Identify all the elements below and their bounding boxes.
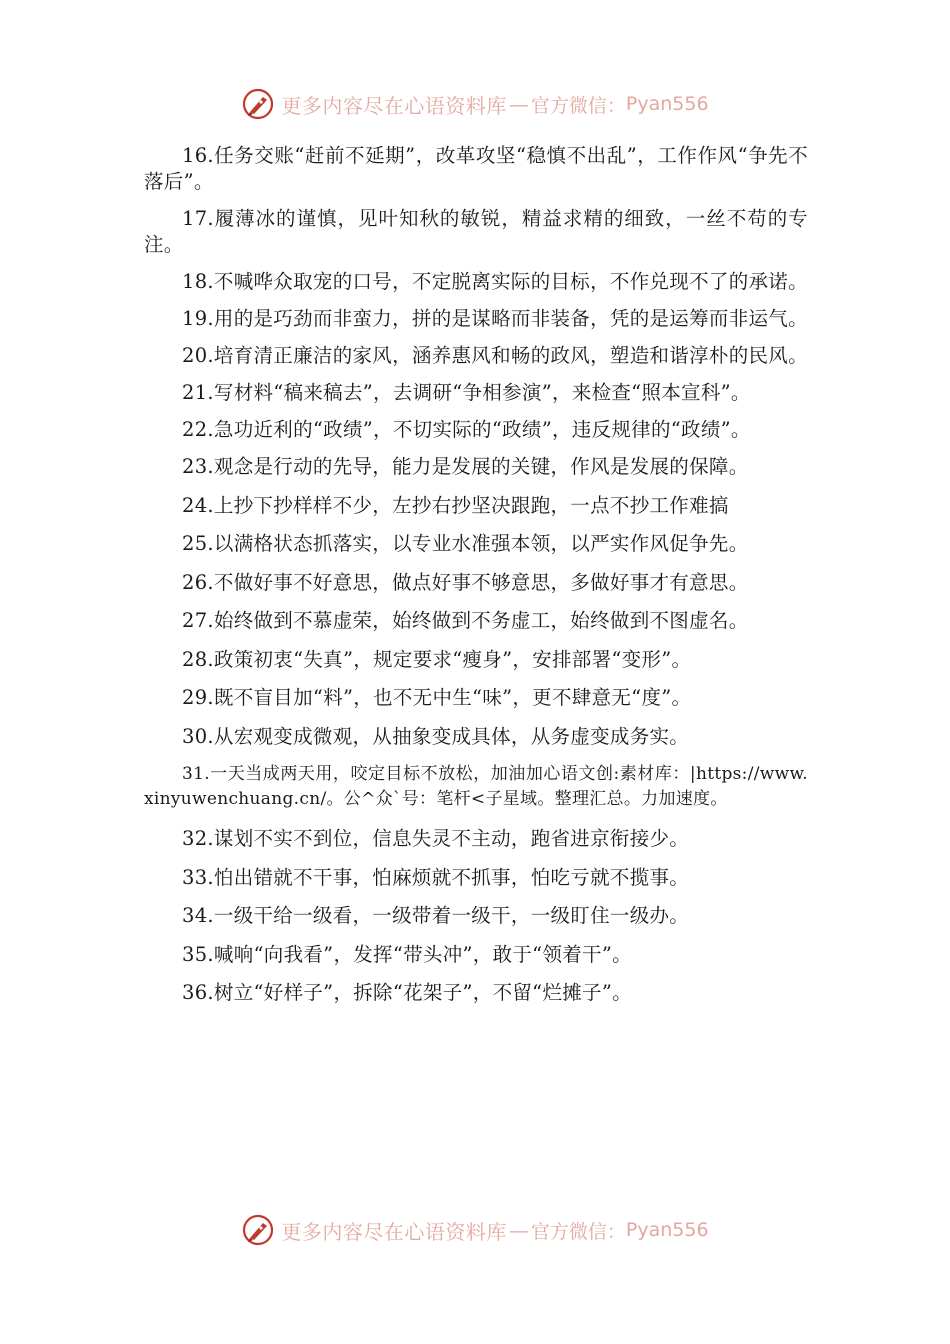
banner-separator: — <box>508 92 529 116</box>
banner-separator: — <box>508 1218 529 1242</box>
list-item: 35.喊响“向我看”，发挥“带头冲”，敢于“领着干”。 <box>182 942 632 966</box>
list-item: 36.树立“好样子”，拆除“花架子”，不留“烂摊子”。 <box>182 981 632 1004</box>
list-item: 32.谋划不实不到位，信息失灵不主动，跑省进京衔接少。 <box>182 827 690 850</box>
list-item: 31.一天当成两天用，咬定目标不放松，加油加心语文创:素材库：|https://www.xinyuwenchuang.cn/。公^众`号：笔杆<子星域。整理汇总。力加速度。 <box>144 764 808 809</box>
footer-banner <box>0 1210 950 1250</box>
list-item: 20.培育清正廉洁的家风，涵养惠风和畅的政风，塑造和谐淳朴的民风。 <box>182 344 808 367</box>
banner-wechat-label: 官方微信： <box>530 94 626 117</box>
list-item: 23.观念是行动的先导，能力是发展的关键，作风是发展的保障。 <box>182 455 749 478</box>
list-item: 22.急功近利的“政绩”，不切实际的“政绩”，违反规律的“政绩”。 <box>182 418 751 441</box>
list-item: 18.不喊哗众取宠的口号，不定脱离实际的目标，不作兑现不了的承诺。 <box>182 270 808 293</box>
list-item: 25.以满格状态抓落实，以专业水准强本领，以严实作风促争先。 <box>182 532 749 555</box>
list-item: 19.用的是巧劲而非蛮力，拼的是谋略而非装备，凭的是运筹而非运气。 <box>182 307 808 330</box>
list-item: 34.一级干给一级看，一级带着一级干，一级盯住一级办。 <box>182 904 690 927</box>
pen-nib-logo-icon <box>241 87 275 121</box>
list-item: 24.上抄下抄样样不少，左抄右抄坚决跟跑，一点不抄工作难搞 <box>182 493 729 517</box>
list-item: 26.不做好事不好意思，做点好事不够意思，多做好事才有意思。 <box>182 570 749 594</box>
list-item: 28.政策初衷“失真”，规定要求“瘦身”，安排部署“变形”。 <box>182 647 692 671</box>
banner-text: 更多内容尽在心语资料库 <box>281 1219 507 1244</box>
list-item: 30.从宏观变成微观，从抽象变成具体，从务虚变成务实。 <box>182 724 690 748</box>
banner-text: 更多内容尽在心语资料库 <box>281 93 507 118</box>
list-item: 17.履薄冰的谨慎，见叶知秋的敏锐，精益求精的细致，一丝不苟的专注。 <box>144 207 808 256</box>
list-item: 29.既不盲目加“料”，也不无中生“味”，更不肆意无“度”。 <box>182 686 692 709</box>
phrase-list <box>144 143 808 1019</box>
list-item: 21.写材料“稿来稿去”，去调研“争相参演”，来检查“照本宣科”。 <box>182 381 751 404</box>
pen-nib-logo-icon <box>241 1213 275 1247</box>
list-item: 33.怕出错就不干事，怕麻烦就不抓事，怕吃亏就不揽事。 <box>182 865 690 889</box>
banner-wechat-id: Pyan556 <box>625 1219 709 1241</box>
banner-wechat-id: Pyan556 <box>625 93 709 115</box>
header-banner <box>0 84 950 124</box>
list-item: 27.始终做到不慕虚荣，始终做到不务虚工，始终做到不图虚名。 <box>182 609 749 632</box>
list-item: 16.任务交账“赶前不延期”，改革攻坚“稳慎不出乱”，工作作风“争先不落后”。 <box>144 144 808 193</box>
banner-wechat-label: 官方微信： <box>530 1220 626 1243</box>
